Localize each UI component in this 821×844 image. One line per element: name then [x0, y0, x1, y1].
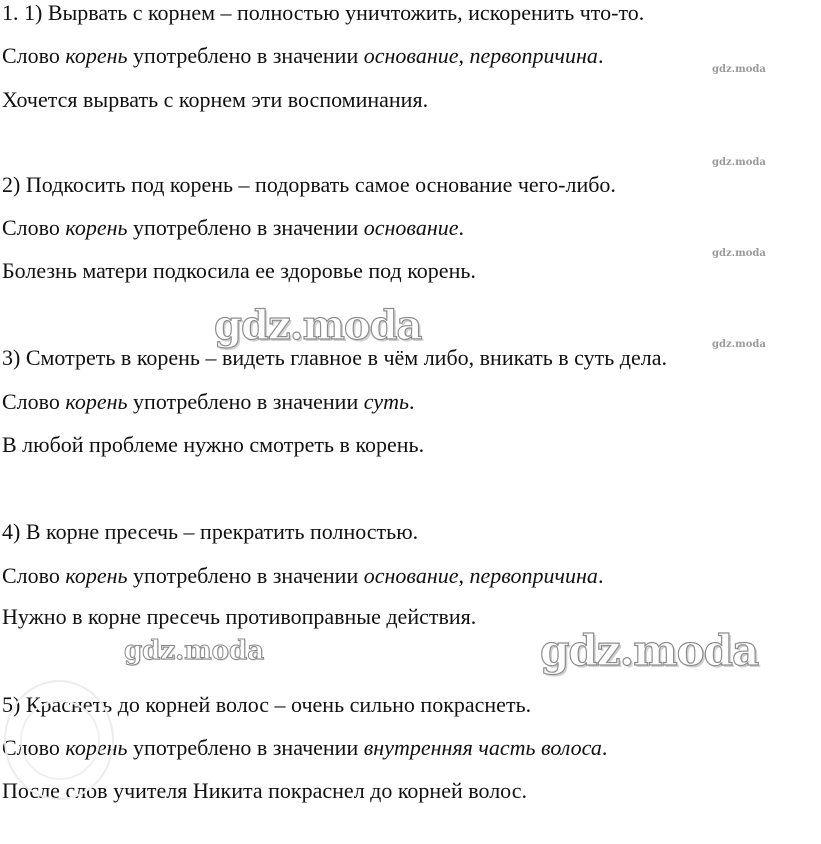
entry-1-meaning-2: первопричина — [469, 43, 598, 68]
watermark-medium-1: gdz.moda — [124, 636, 265, 666]
entry-2-phrase: 2) Подкосить под корень – подорвать самое основание чего-либо. — [2, 172, 616, 197]
entry-3-example: В любой проблеме нужно смотреть в корень. — [2, 432, 425, 457]
entry-4-phrase: 4) В корне пресечь – прекратить полностью. — [2, 519, 419, 544]
entry-5-meaning: Слово корень употреблено в значении внутренняя часть волоса. — [2, 735, 608, 760]
entry-4-meaning: Слово корень употреблено в значении основание, первопричина. — [2, 563, 604, 588]
entry-4-example: Нужно в корне пресечь противоправные действия. — [2, 604, 477, 629]
entry-2-example: Болезнь матери подкосила ее здоровье под корень. — [2, 258, 476, 283]
watermark-large-1: gdz.moda — [214, 302, 422, 349]
watermark-large-2: gdz.moda — [540, 626, 759, 675]
entry-1-word: корень — [65, 43, 128, 68]
entry-5-word: корень — [65, 735, 128, 760]
entry-1-phrase: 1. 1) Вырвать с корнем – полностью уничтожить, искоренить что-то. — [2, 0, 645, 25]
entry-5-example: После слов учителя Никита покраснел до корней волос. — [2, 778, 527, 803]
watermark-small-1: gdz.moda — [712, 64, 766, 75]
entry-4-word: корень — [65, 563, 128, 588]
entry-5-meaning-1: внутренняя часть волоса — [363, 735, 602, 760]
entry-4-meaning-1: основание — [363, 563, 459, 588]
entry-4-meaning-2: первопричина — [469, 563, 598, 588]
entry-3-word: корень — [65, 389, 128, 414]
entry-2-meaning-1: основание — [363, 215, 459, 240]
entry-2-word: корень — [65, 215, 128, 240]
entry-5-phrase: 5) Краснеть до корней волос – очень сильно покраснеть. — [2, 692, 532, 717]
entry-2-meaning: Слово корень употреблено в значении основание. — [2, 215, 464, 240]
watermark-small-4: gdz.moda — [712, 339, 766, 350]
entry-3-phrase: 3) Смотреть в корень – видеть главное в чём либо, вникать в суть дела. — [2, 345, 667, 370]
entry-3-meaning: Слово корень употреблено в значении суть. — [2, 389, 415, 414]
watermark-small-2: gdz.moda — [712, 157, 766, 168]
copyright-circle-watermark — [4, 680, 114, 800]
entry-1-example: Хочется вырвать с корнем эти воспоминания. — [2, 87, 429, 112]
watermark-small-3: gdz.moda — [712, 248, 766, 259]
entry-3-meaning-1: суть — [363, 389, 410, 414]
entry-1-meaning-1: основание — [363, 43, 459, 68]
entry-1-meaning: Слово корень употреблено в значении основание, первопричина. — [2, 43, 604, 68]
